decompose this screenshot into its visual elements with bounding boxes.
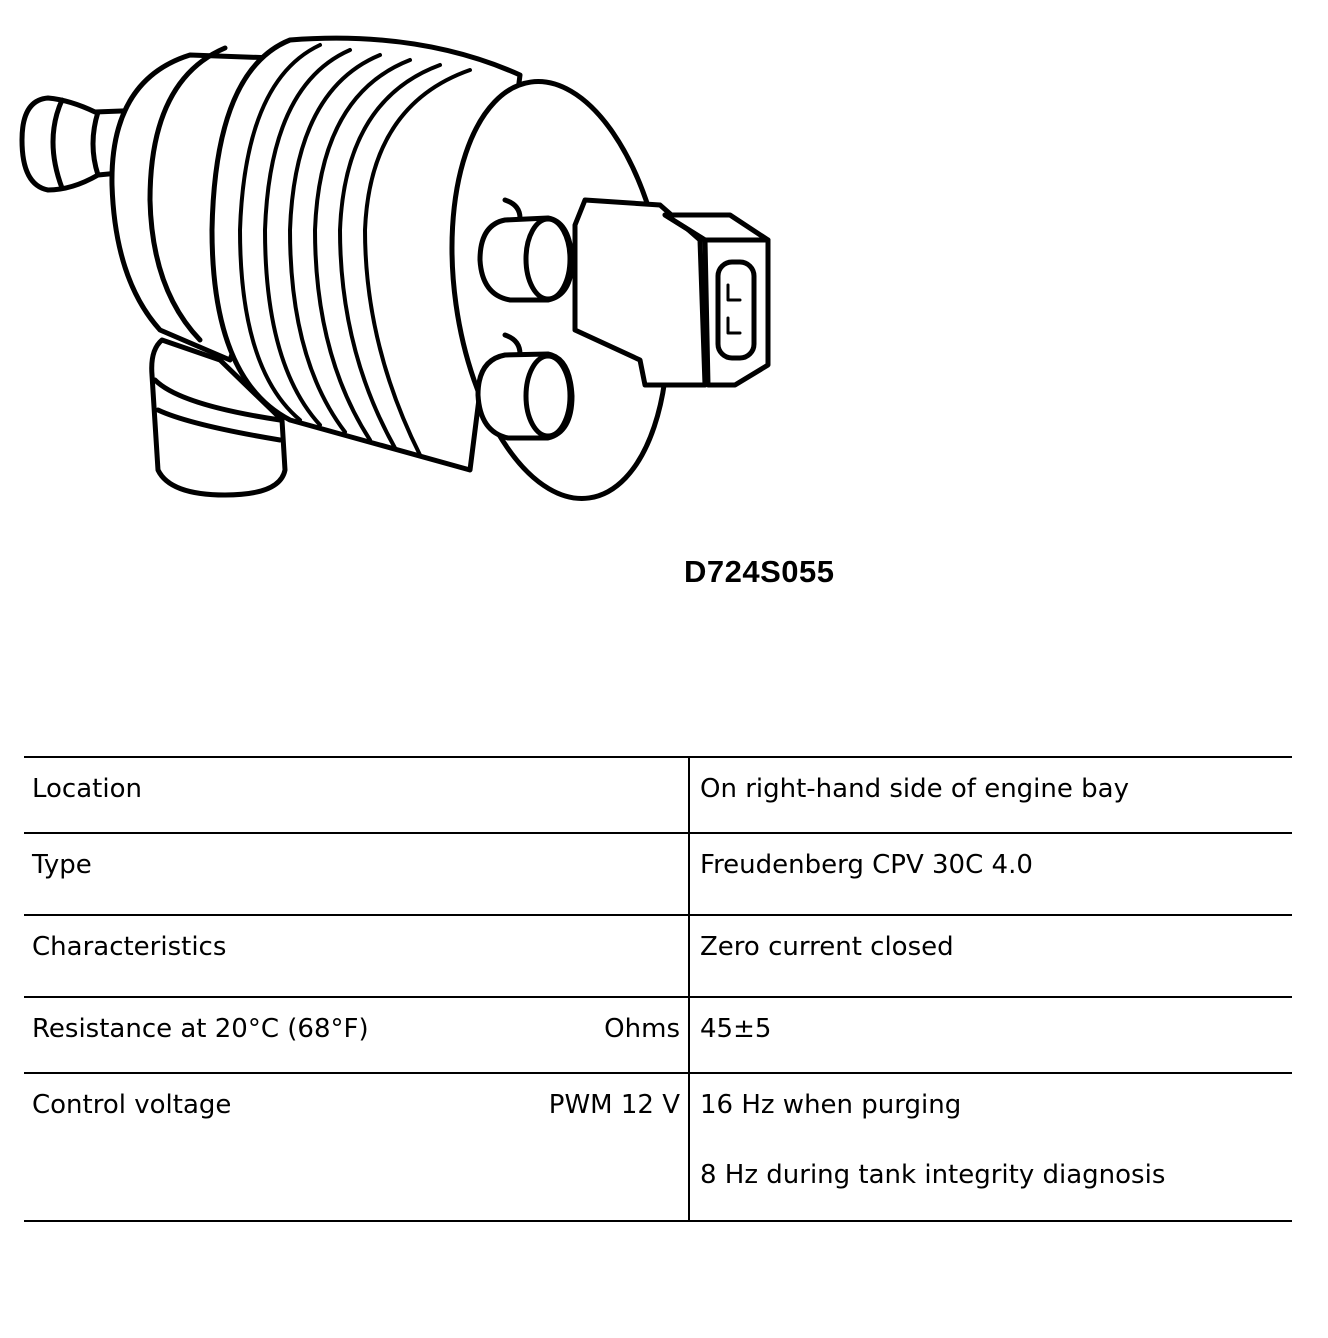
spec-label (24, 915, 689, 997)
spec-value (689, 915, 1292, 997)
connector-socket (718, 262, 754, 358)
table-row (24, 1073, 1292, 1221)
spec-value-text: On right-hand side of engine bay (700, 774, 1129, 804)
spec-value (689, 833, 1292, 915)
table-row (24, 915, 1292, 997)
spec-label-text: Resistance at 20°C (68°F) (32, 1014, 369, 1044)
spec-unit: Ohms (604, 1014, 680, 1044)
spec-value-text: 45±5 (700, 1014, 772, 1044)
spec-label (24, 833, 689, 915)
spec-value-text: 8 Hz during tank integrity diagnosis (700, 1160, 1166, 1190)
spec-label-text: Control voltage (32, 1090, 232, 1120)
table-row (24, 997, 1292, 1073)
spec-label (24, 997, 689, 1073)
table-row (24, 833, 1292, 915)
spec-unit: PWM 12 V (548, 1090, 680, 1120)
spec-label-text: Characteristics (32, 932, 227, 962)
spec-value (689, 1073, 1292, 1221)
spec-label (24, 1073, 689, 1221)
spec-label (24, 757, 689, 833)
spec-value (689, 997, 1292, 1073)
purge-valve-illustration (0, 0, 820, 520)
spec-label-text: Location (32, 774, 142, 804)
spec-value-text: 16 Hz when purging (700, 1090, 962, 1120)
spec-value-text: Zero current closed (700, 932, 954, 962)
table-row (24, 757, 1292, 833)
spec-value (689, 757, 1292, 833)
spec-label-text: Type (32, 850, 92, 880)
specification-table (24, 756, 1292, 1222)
spec-value-text: Freudenberg CPV 30C 4.0 (700, 850, 1033, 880)
figure-code: D724S055 (684, 554, 835, 589)
